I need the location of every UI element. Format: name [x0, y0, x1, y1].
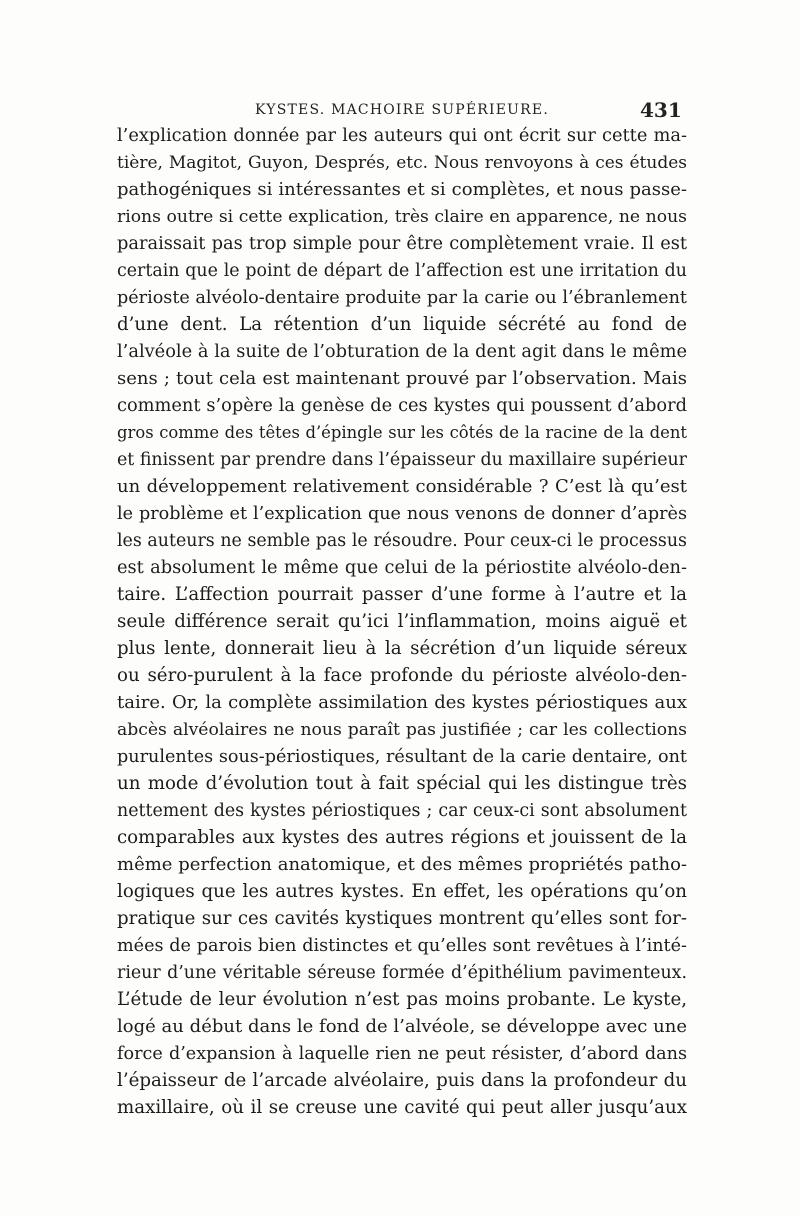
text-line: paraissait pas trop simple pour être complètement vraie. Il est [117, 233, 687, 254]
text-line: mées de parois bien distinctes et qu’elles sont revêtues à l’inté- [117, 936, 687, 956]
text-line: est absolument le même que celui de la périostite alvéolo-den- [117, 557, 687, 578]
text-line: même perfection anatomique, et des mêmes propriétés patho- [117, 854, 687, 875]
text-line: force d’expansion à laquelle rien ne peut résister, d’abord dans [117, 1044, 687, 1064]
text-line: comment s’opère la genèse de ces kystes qui poussent d’abord [117, 395, 687, 416]
running-head [0, 98, 800, 122]
text-line: rions outre si cette explication, très claire en apparence, ne nous [117, 207, 687, 227]
text-line: sens ; tout cela est maintenant prouvé par l’observation. Mais [117, 368, 687, 389]
text-line: rieur d’une véritable séreuse formée d’épithélium pavimenteux. [117, 963, 687, 983]
text-line: tière, Magitot, Guyon, Després, etc. Nous renvoyons à ces études [117, 153, 687, 173]
text-line: pratique sur ces cavités kystiques montrent qu’elles sont for- [117, 908, 687, 929]
text-line: plus lente, donnerait lieu à la sécrétion d’un liquide séreux [117, 638, 687, 659]
text-line: logiques que les autres kystes. En effet, les opérations qu’on [117, 881, 687, 902]
running-title: KYSTES. MACHOIRE SUPÉRIEURE. [255, 102, 549, 118]
text-line: pathogéniques si intéressantes et si complètes, et nous passe- [117, 179, 687, 200]
text-line: purulentes sous-périostiques, résultant de la carie dentaire, ont [117, 747, 687, 767]
text-line: seule différence serait qu’ici l’inflammation, moins aiguë et [117, 611, 687, 632]
text-line: taire. Or, la complète assimilation des kystes périostiques aux [117, 692, 687, 713]
page-number: 431 [640, 98, 682, 122]
text-line: et finissent par prendre dans l’épaisseur du maxillaire supérieur [117, 450, 687, 470]
text-line: logé au début dans le fond de l’alvéole, se développe avec une [117, 1016, 687, 1037]
text-line: l’explication donnée par les auteurs qui ont écrit sur cette ma- [117, 125, 687, 146]
text-line: l’épaisseur de l’arcade alvéolaire, puis dans la profondeur du [117, 1070, 687, 1091]
body-text [117, 123, 687, 1133]
text-line: périoste alvéolo-dentaire produite par la carie ou l’ébranlement [117, 288, 687, 308]
text-line: maxillaire, où il se creuse une cavité qui peut aller jusqu’aux [117, 1097, 687, 1118]
text-line: nettement des kystes périostiques ; car ceux-ci sont absolument [117, 801, 687, 821]
text-line: le problème et l’explication que nous venons de donner d’après [117, 504, 687, 524]
text-line: un mode d’évolution tout à fait spécial qui les distingue très [117, 773, 687, 794]
text-line: un développement relativement considérable ? C’est là qu’est [117, 476, 687, 497]
text-line: gros comme des têtes d’épingle sur les côtés de la racine de la dent [117, 423, 687, 442]
text-line: abcès alvéolaires ne nous paraît pas justifiée ; car les collections [117, 720, 687, 740]
text-line: ou séro-purulent à la face profonde du périoste alvéolo-den- [117, 665, 687, 686]
text-line: taire. L’affection pourrait passer d’une forme à l’autre et la [117, 584, 687, 605]
text-line: L’étude de leur évolution n’est pas moins probante. Le kyste, [117, 989, 687, 1010]
text-line: comparables aux kystes des autres régions et jouissent de la [117, 827, 687, 848]
text-line: l’alvéole à la suite de l’obturation de la dent agit dans le même [117, 341, 687, 362]
text-line: les auteurs ne semble pas le résoudre. Pour ceux-ci le processus [117, 531, 687, 551]
text-line: certain que le point de départ de l’affection est une irritation du [117, 261, 687, 281]
text-line: d’une dent. La rétention d’un liquide sécrété au fond de [117, 314, 687, 335]
